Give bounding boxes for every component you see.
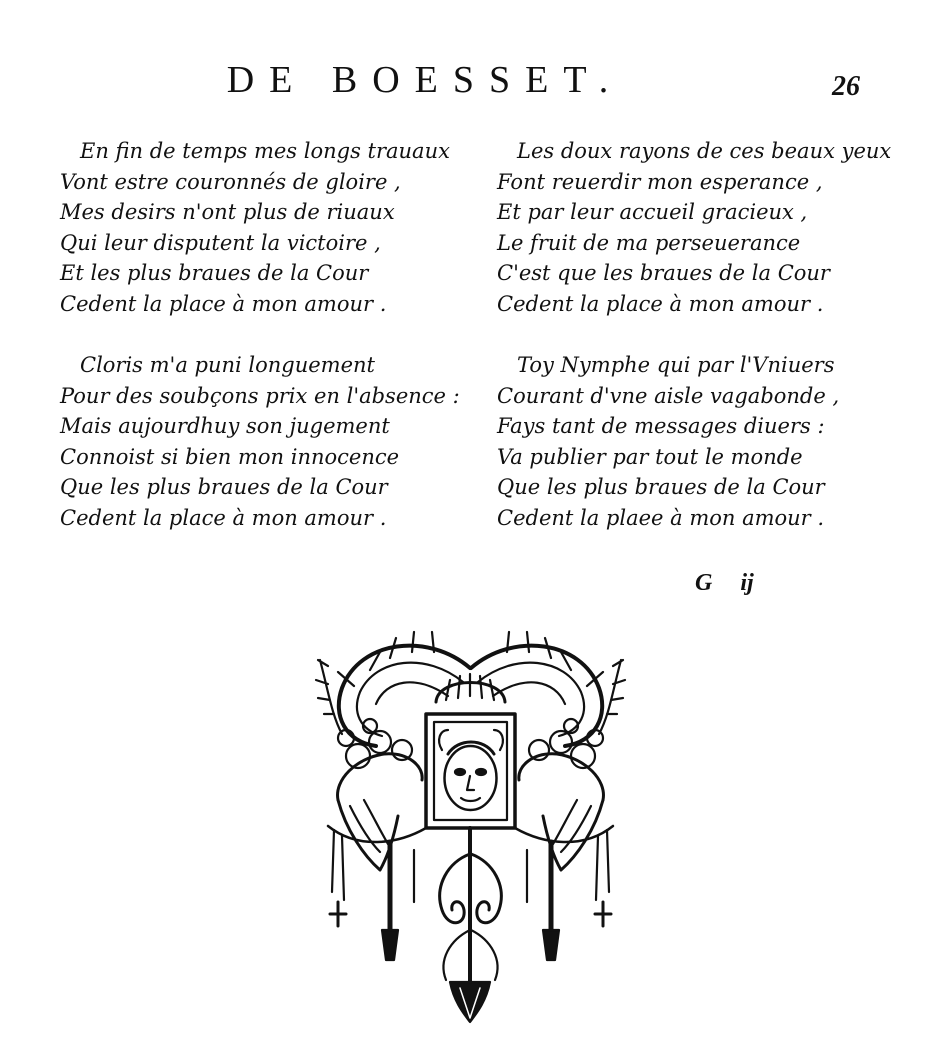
verse-line: C'est que les braues de la Cour <box>497 261 830 285</box>
verse-line: Font reuerdir mon esperance , <box>497 169 823 194</box>
verse-line: Cloris m'a puni longuement <box>80 353 375 377</box>
stanza-2 <box>497 136 891 319</box>
verse-line: Et les plus braues de la Cour <box>60 261 369 285</box>
grotesque-mask-ornament-icon <box>298 630 643 1030</box>
verse-line: Va publier par tout le monde <box>497 444 803 469</box>
verse-line: Les doux rayons de ces beaux yeux <box>517 139 892 163</box>
stanza-4 <box>497 350 839 533</box>
verse-line: Toy Nymphe qui par l'Vniuers <box>517 353 835 377</box>
stanza-3 <box>60 350 460 533</box>
verse-line: Le fruit de ma perseuerance <box>497 230 801 255</box>
running-head <box>0 58 937 108</box>
verse-line: Que les plus braues de la Cour <box>60 475 388 499</box>
verse-line: Mais aujourdhuy son jugement <box>60 414 390 438</box>
signature-mark: G ij <box>695 570 754 596</box>
verse-line: Cedent la place à mon amour . <box>60 291 387 316</box>
verse-line: Fays tant de messages diuers : <box>497 414 825 438</box>
verse-line: Et par leur accueil gracieux , <box>497 200 808 224</box>
verse-line: Connoist si bien mon innocence <box>60 444 400 469</box>
verse-line: Qui leur disputent la victoire , <box>60 230 381 255</box>
verse-line: Mes desirs n'ont plus de riuaux <box>60 200 395 224</box>
verse-line: Cedent la plaee à mon amour . <box>497 505 825 530</box>
verse-line: Cedent la place à mon amour . <box>60 505 387 530</box>
verse-line: Que les plus braues de la Cour <box>497 475 825 499</box>
verse-line: Cedent la place à mon amour . <box>497 291 824 316</box>
running-title: DE BOESSET. <box>226 59 624 101</box>
verse-line: Courant d'vne aisle vagabonde , <box>497 383 840 408</box>
verse-line: Pour des soubçons prix en l'absence : <box>60 383 460 408</box>
verse-line: Vont estre couronnés de gloire , <box>60 169 401 194</box>
verse-line: En fin de temps mes longs trauaux <box>80 139 450 163</box>
page-number: 26 <box>832 71 860 102</box>
stanza-1 <box>60 136 450 319</box>
